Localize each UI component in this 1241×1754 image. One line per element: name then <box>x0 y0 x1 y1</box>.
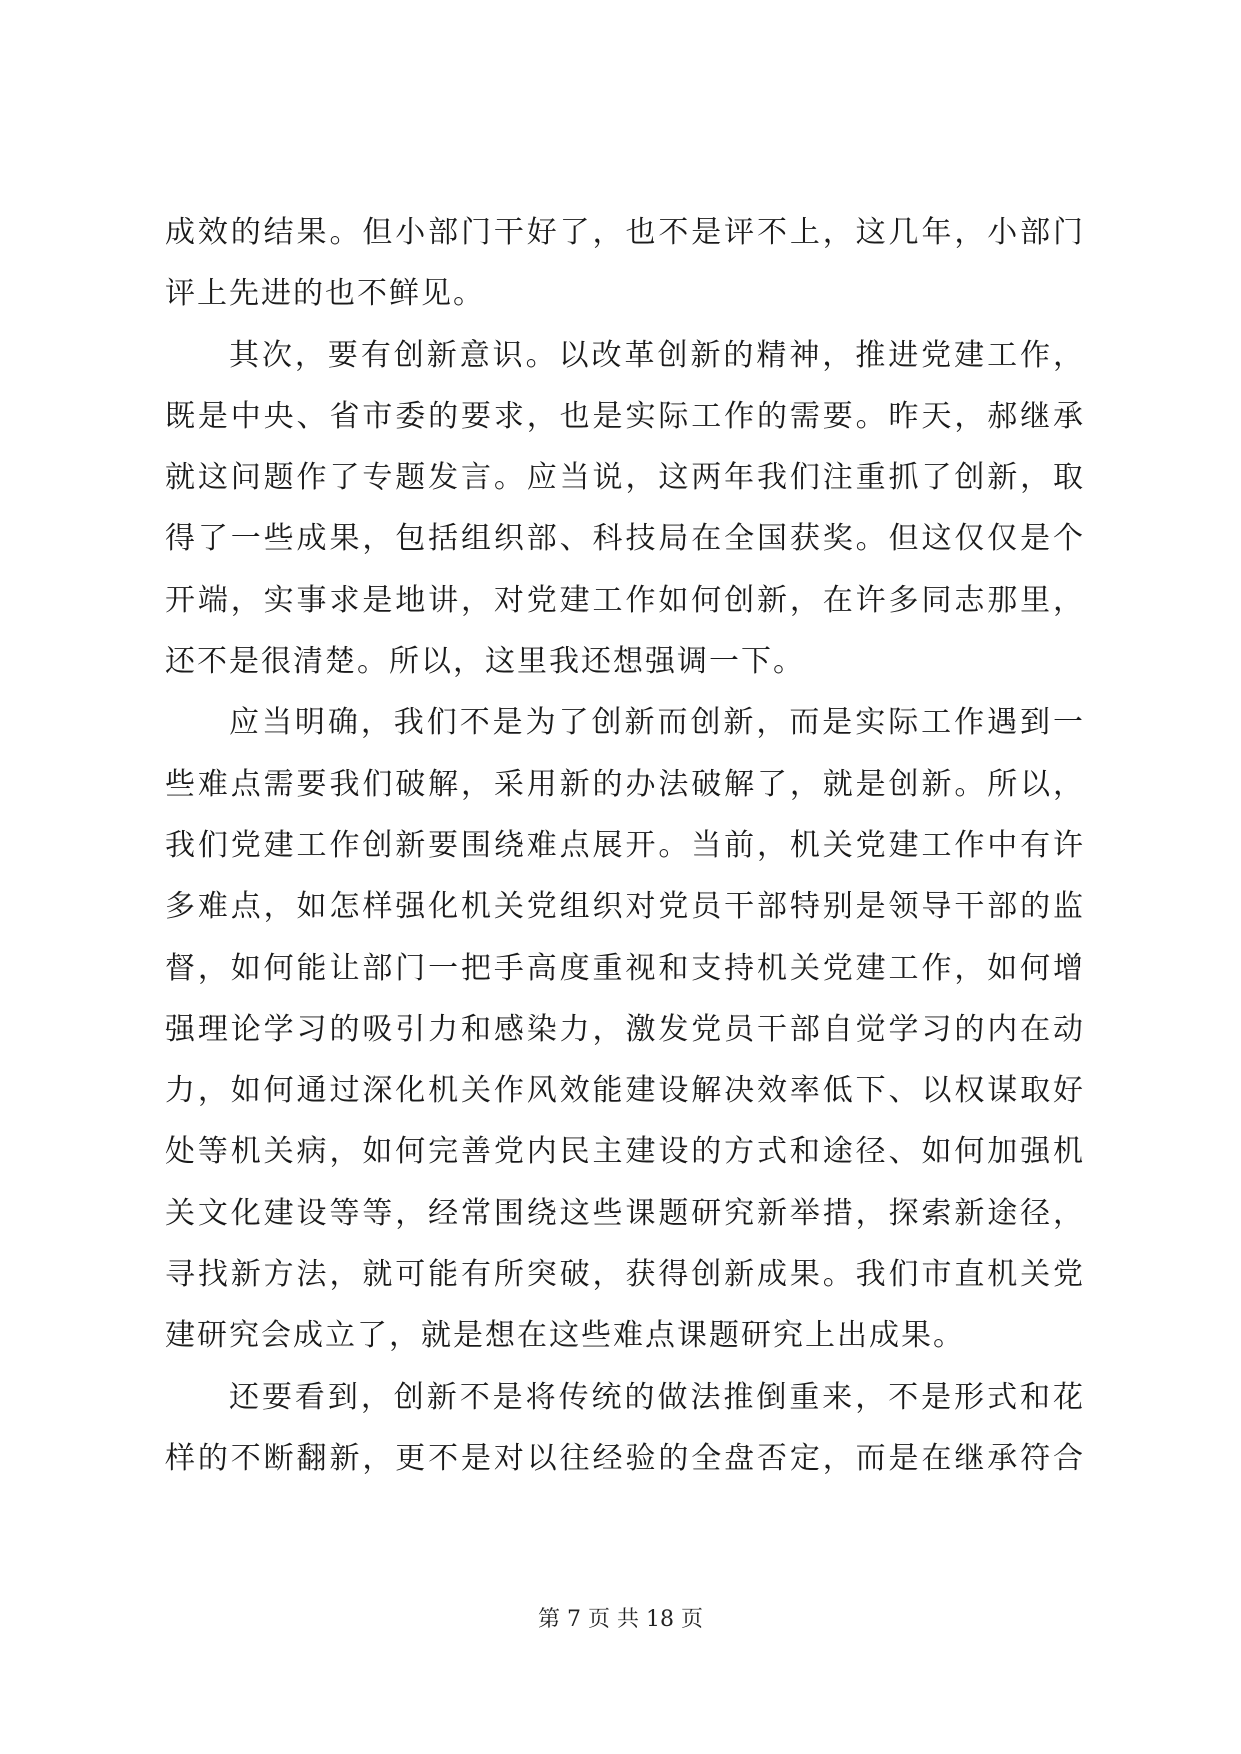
text-line: 样的不断翻新，更不是对以往经验的全盘否定，而是在继承符合 <box>165 1440 1085 1476</box>
text-line: 督，如何能让部门一把手高度重视和支持机关党建工作，如何增 <box>165 950 1085 986</box>
text-line: 多难点，如怎样强化机关党组织对党员干部特别是领导干部的监 <box>165 889 1085 925</box>
text-line: 建研究会成立了，就是想在这些难点课题研究上出成果。 <box>165 1318 965 1354</box>
text-line: 应当明确，我们不是为了创新而创新，而是实际工作遇到一 <box>229 705 1085 741</box>
text-line: 些难点需要我们破解，采用新的办法破解了，就是创新。所以， <box>165 766 1085 802</box>
text-line: 评上先进的也不鲜见。 <box>165 276 485 312</box>
text-line: 开端，实事求是地讲，对党建工作如何创新，在许多同志那里， <box>165 582 1085 618</box>
text-line: 得了一些成果，包括组织部、科技局在全国获奖。但这仅仅是个 <box>165 521 1085 557</box>
text-line: 既是中央、省市委的要求，也是实际工作的需要。昨天，郝继承 <box>165 398 1085 434</box>
text-line: 寻找新方法，就可能有所突破，获得创新成果。我们市直机关党 <box>165 1257 1085 1293</box>
document-body <box>165 202 1085 1489</box>
text-line: 关文化建设等等，经常围绕这些课题研究新举措，探索新途径， <box>165 1195 1085 1231</box>
text-line: 强理论学习的吸引力和感染力，激发党员干部自觉学习的内在动 <box>165 1011 1085 1047</box>
text-line: 成效的结果。但小部门干好了，也不是评不上，这几年，小部门 <box>165 215 1085 250</box>
page-number: 第 7 页 共 18 页 <box>538 1607 703 1632</box>
text-line: 就这问题作了专题发言。应当说，这两年我们注重抓了创新，取 <box>165 460 1085 496</box>
text-line: 力，如何通过深化机关作风效能建设解决效率低下、以权谋取好 <box>165 1073 1085 1109</box>
text-line: 还要看到，创新不是将传统的做法推倒重来，不是形式和花 <box>229 1379 1085 1415</box>
text-line: 其次，要有创新意识。以改革创新的精神，推进党建工作， <box>229 337 1085 373</box>
text-line: 处等机关病，如何完善党内民主建设的方式和途径、如何加强机 <box>165 1134 1085 1170</box>
text-line: 我们党建工作创新要围绕难点展开。当前，机关党建工作中有许 <box>165 827 1085 863</box>
text-line: 还不是很清楚。所以，这里我还想强调一下。 <box>165 644 805 680</box>
